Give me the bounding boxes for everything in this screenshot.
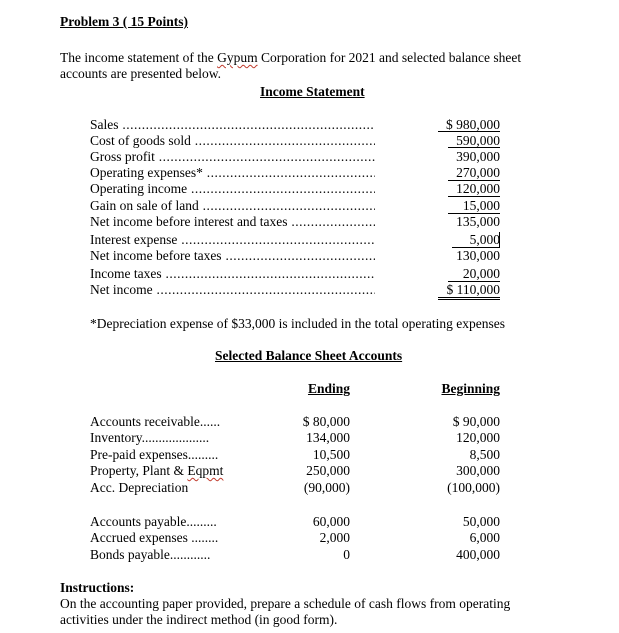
bs-beginning-ar: $ 90,000 xyxy=(452,414,500,429)
instructions-line-1: On the accounting paper provided, prepare a schedule of cash flows from operating xyxy=(60,596,511,611)
is-label-opex: Operating expenses* ..... xyxy=(90,165,375,181)
bs-beginning-accrued: 6,000 xyxy=(469,530,500,545)
rule-interest-bar xyxy=(499,232,500,247)
problem-title-text: Problem 3 ( 15 Points) xyxy=(60,14,188,29)
bs-label-bonds: Bonds payable............ xyxy=(90,547,211,562)
rule-sales xyxy=(438,131,500,132)
is-label-sales: Sales ..... xyxy=(90,117,375,133)
is-value-interest: 5,000 xyxy=(469,232,500,247)
bs-ending-ppe: 250,000 xyxy=(306,463,350,478)
rule-op-income xyxy=(448,196,500,197)
bs-label-prepaid: Pre-paid expenses......... xyxy=(90,447,219,462)
rule-net-income-2 xyxy=(438,299,500,300)
intro-post: Corporation for 2021 and selected balance sheet xyxy=(257,50,522,65)
is-label-nibt: Net income before taxes ..... xyxy=(90,248,375,264)
is-value-gain-land: 15,000 xyxy=(462,198,500,213)
company-name: Gypum xyxy=(217,50,258,65)
balance-sheet-heading: Selected Balance Sheet Accounts xyxy=(215,348,403,363)
problem-title xyxy=(60,14,188,30)
instructions-heading: Instructions: xyxy=(60,580,135,595)
col-ending-header: Ending xyxy=(307,381,350,396)
is-value-sales: $ 980,000 xyxy=(446,117,500,132)
is-value-op-income: 120,000 xyxy=(456,181,500,196)
bs-beginning-acc-dep: (100,000) xyxy=(447,480,500,495)
bs-label-inventory: Inventory.................... xyxy=(90,430,210,445)
intro-pre: The income statement of the xyxy=(60,50,218,65)
bs-label-ap: Accounts payable......... xyxy=(90,514,217,529)
rule-net-income-1 xyxy=(438,297,500,298)
is-value-opex: 270,000 xyxy=(456,165,500,180)
bs-beginning-inventory: 120,000 xyxy=(456,430,500,445)
is-label-nibit: Net income before interest and taxes ..... xyxy=(90,214,375,230)
bs-ending-bonds: 0 xyxy=(343,547,350,562)
is-label-gain-land: Gain on sale of land ..... xyxy=(90,198,375,214)
is-label-gross-profit: Gross profit ..... xyxy=(90,149,375,165)
bs-ending-accrued: 2,000 xyxy=(319,530,350,545)
is-value-gross-profit: 390,000 xyxy=(456,149,500,164)
income-statement-heading: Income Statement xyxy=(260,84,365,99)
bs-label-acc-dep: Acc. Depreciation xyxy=(90,480,189,495)
bs-label-ar: Accounts receivable...... xyxy=(90,414,221,429)
intro-line-2: accounts are presented below. xyxy=(60,66,222,81)
is-value-net-income: $ 110,000 xyxy=(446,282,500,297)
bs-beginning-prepaid: 8,500 xyxy=(469,447,500,462)
col-beginning-header: Beginning xyxy=(441,381,500,396)
bs-beginning-ppe: 300,000 xyxy=(456,463,500,478)
bs-ending-ar: $ 80,000 xyxy=(302,414,350,429)
intro-line-1 xyxy=(60,50,521,66)
is-label-op-income: Operating income ..... xyxy=(90,181,375,197)
is-value-cogs: 590,000 xyxy=(456,133,500,148)
bs-ending-inventory: 134,000 xyxy=(306,430,350,445)
is-label-cogs: Cost of goods sold ..... xyxy=(90,133,375,149)
is-value-nibit: 135,000 xyxy=(456,214,500,229)
bs-ending-acc-dep: (90,000) xyxy=(303,480,350,495)
depreciation-footnote: *Depreciation expense of $33,000 is included in the total operating expenses xyxy=(90,316,506,331)
bs-label-accrued: Accrued expenses ........ xyxy=(90,530,219,545)
is-value-nibt: 130,000 xyxy=(456,248,500,263)
bs-beginning-bonds: 400,000 xyxy=(456,547,500,562)
bs-beginning-ap: 50,000 xyxy=(462,514,500,529)
bs-label-ppe: Property, Plant & Eqpmt xyxy=(90,463,224,478)
bs-ending-ap: 60,000 xyxy=(312,514,350,529)
rule-cogs xyxy=(448,147,500,148)
rule-interest xyxy=(452,247,500,248)
bs-ending-prepaid: 10,500 xyxy=(312,447,350,462)
is-label-interest: Interest expense ..... xyxy=(90,232,375,248)
rule-gain xyxy=(448,213,500,214)
rule-opex xyxy=(448,180,500,181)
instructions-line-2: activities under the indirect method (in good form). xyxy=(60,612,338,627)
is-label-net-income: Net income ..... xyxy=(90,282,375,298)
is-value-taxes: 20,000 xyxy=(462,266,500,281)
is-label-taxes: Income taxes ..... xyxy=(90,266,375,282)
rule-taxes xyxy=(448,281,500,282)
